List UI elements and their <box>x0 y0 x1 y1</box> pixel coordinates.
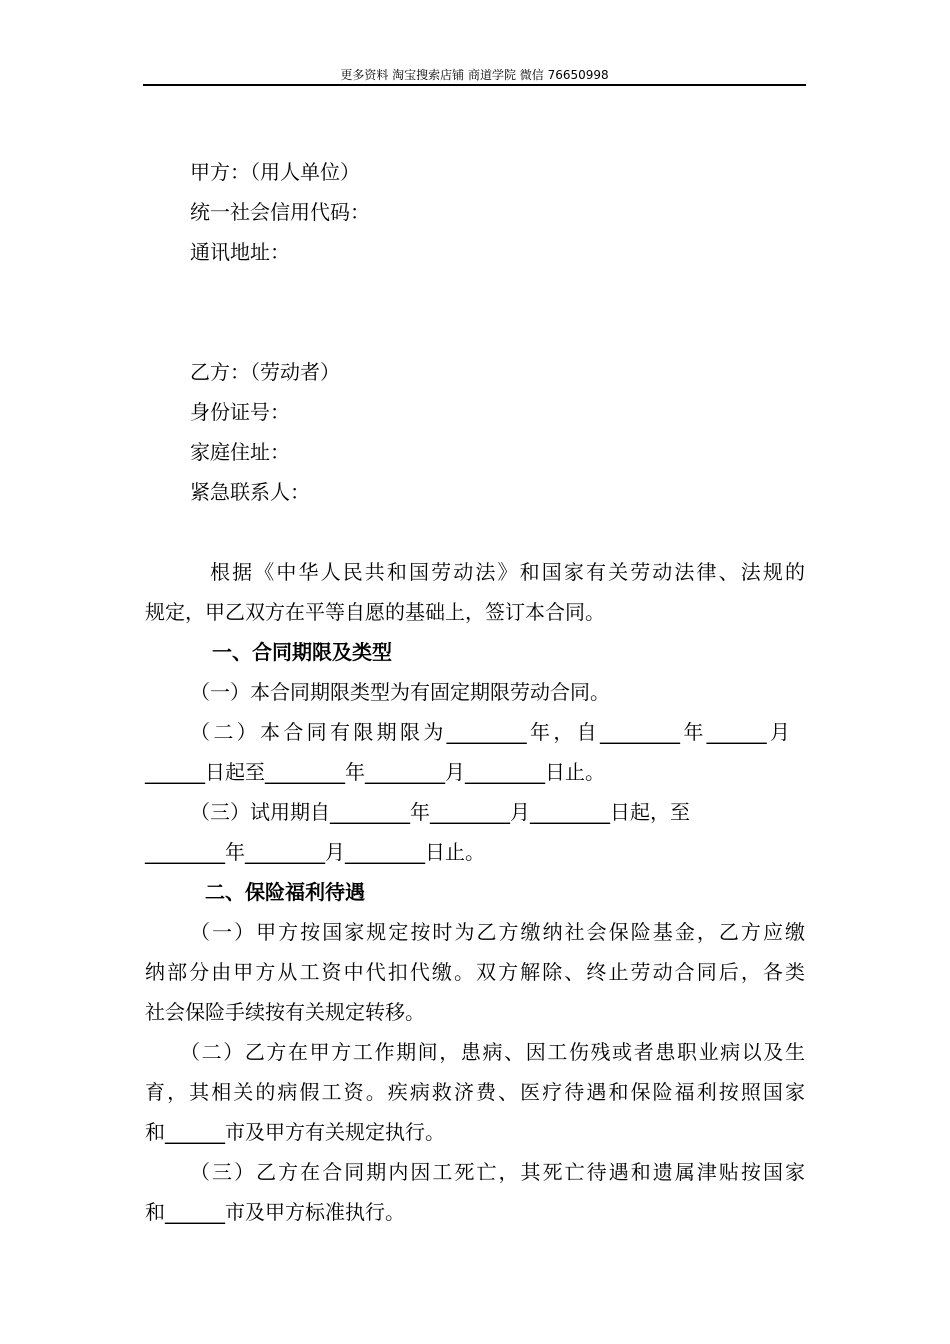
section-2-line: 育，其相关的病假工资。疾病救济费、医疗待遇和保险福利按照国家 <box>145 1080 805 1104</box>
party-a-label: 甲方：（用人单位） <box>190 160 360 184</box>
party-a-credit-code: 统一社会信用代码： <box>190 200 370 224</box>
section-2-line: 社会保险手续按有关规定转移。 <box>145 1000 425 1024</box>
page-header: 更多资料 淘宝搜索店铺 商道学院 微信 76650998 <box>340 68 609 82</box>
section-2-line: （一）甲方按国家规定按时为乙方缴纳社会保险基金，乙方应缴 <box>190 920 805 944</box>
section-2-line: 和______市及甲方标准执行。 <box>145 1200 405 1224</box>
section-2-line: 和______市及甲方有关规定执行。 <box>145 1120 445 1144</box>
section-1-line: （一）本合同期限类型为有固定期限劳动合同。 <box>190 680 610 704</box>
party-b-emergency-contact: 紧急联系人： <box>190 480 310 504</box>
section-2-title: 二、保险福利待遇 <box>205 880 365 904</box>
section-1-line: （二）本合同有限期限为________年，自________年______月 <box>190 720 790 744</box>
section-1-line: ________年________月________日止。 <box>145 840 485 864</box>
section-1-line: （三）试用期自________年________月________日起，至 <box>190 800 690 824</box>
section-2-line: 纳部分由甲方从工资中代扣代缴。双方解除、终止劳动合同后，各类 <box>145 960 805 984</box>
section-1-title: 一、合同期限及类型 <box>212 640 392 664</box>
preamble-line: 规定，甲乙双方在平等自愿的基础上，签订本合同。 <box>145 600 605 624</box>
party-a-address: 通讯地址： <box>190 240 290 264</box>
header-rule <box>143 84 806 86</box>
section-1-line: ______日起至________年________月________日止。 <box>145 760 605 784</box>
section-2-line: （三）乙方在合同期内因工死亡，其死亡待遇和遗属津贴按国家 <box>190 1160 805 1184</box>
section-2-line: （二）乙方在甲方工作期间，患病、因工伤残或者患职业病以及生 <box>180 1040 805 1064</box>
party-b-id: 身份证号： <box>190 400 290 424</box>
party-b-label: 乙方：（劳动者） <box>190 360 340 384</box>
party-b-home-address: 家庭住址： <box>190 440 290 464</box>
preamble-line: 根据《中华人民共和国劳动法》和国家有关劳动法律、法规的 <box>210 560 805 584</box>
